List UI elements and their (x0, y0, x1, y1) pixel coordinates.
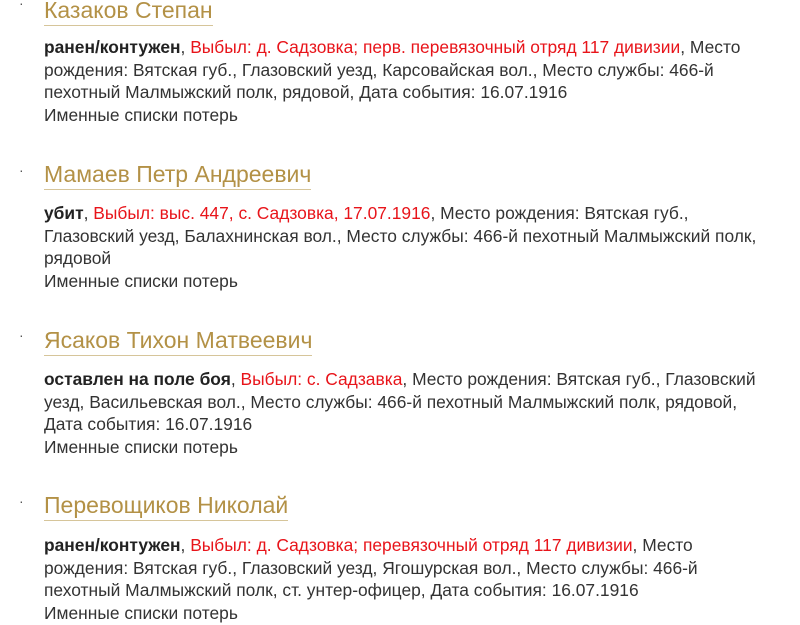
source-label: Именные списки потерь (44, 436, 238, 457)
person-name-link[interactable]: Казаков Степан (44, 0, 213, 26)
record-details (44, 36, 774, 126)
dropout-info: Выбыл: д. Садзовка; перевязочный отряд 117 дивизии (190, 535, 633, 555)
dropout-info: Выбыл: д. Садзовка; перв. перевязочный отряд 117 дивизии (190, 37, 681, 57)
record-details (44, 534, 774, 624)
casualty-status: ранен/контужен (44, 37, 181, 57)
person-name-link[interactable]: Перевощиков Николай (44, 492, 288, 521)
source-label: Именные списки потерь (44, 602, 238, 623)
record-details (44, 368, 774, 458)
separator: , (230, 369, 241, 389)
source-label: Именные списки потерь (44, 104, 238, 125)
person-name-link[interactable]: Ясаков Тихон Матвеевич (44, 327, 312, 356)
bullet-marker: · (19, 0, 24, 11)
dropout-info: Выбыл: выс. 447, с. Садзовка, 17.07.1916 (93, 203, 431, 223)
source-label: Именные списки потерь (44, 270, 238, 291)
separator: , (430, 203, 441, 223)
casualty-status: убит (44, 203, 84, 223)
dropout-info: Выбыл: с. Садзавка (240, 369, 403, 389)
separator: , (180, 535, 191, 555)
record-info: Место рождения: Вятская губ., Глазовский уезд, Ягошурская вол., Место службы: 466-й пехотный Малмыжский полк, ст. унтер-офицер, Дата события: 16.07.1916 (44, 535, 698, 601)
bullet-marker: · (19, 327, 24, 343)
record-info: Место рождения: Вятская губ., Глазовский уезд, Балахнинская вол., Место службы: 466-й пехотный Малмыжский полк, рядовой (44, 203, 757, 269)
bullet-marker: · (19, 493, 24, 509)
separator: , (402, 369, 413, 389)
record-info: Место рождения: Вятская губ., Глазовский уезд, Васильевская вол., Место службы: 466-й пехотный Малмыжский полк, рядовой, Дата события: 16.07.1916 (44, 369, 756, 435)
separator: , (180, 37, 191, 57)
record-details (44, 202, 774, 292)
record-info: Место рождения: Вятская губ., Глазовский уезд, Карсовайская вол., Место службы: 466-й пехотный Малмыжский полк, рядовой, Дата события: 16.07.1916 (44, 37, 741, 103)
separator: , (680, 37, 690, 57)
person-name-link[interactable]: Мамаев Петр Андреевич (44, 161, 311, 190)
bullet-marker: · (19, 162, 24, 178)
casualty-status: ранен/контужен (44, 535, 181, 555)
casualty-status: оставлен на поле боя (44, 369, 231, 389)
separator: , (632, 535, 643, 555)
separator: , (83, 203, 94, 223)
